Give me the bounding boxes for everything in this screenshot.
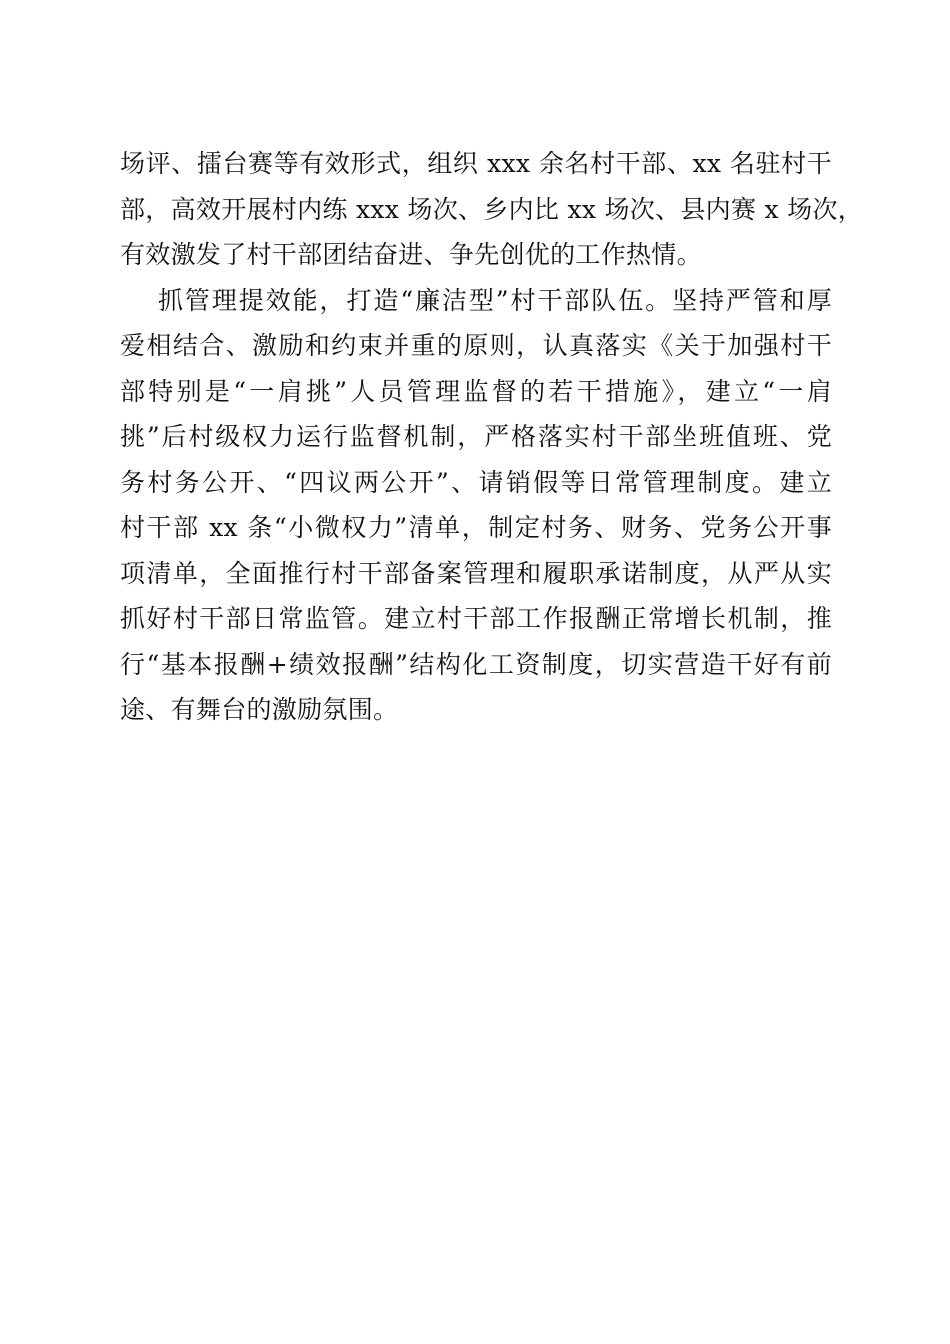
paragraph-2-line-8: 抓好村干部日常监管。建立村干部工作报酬正常增长机制，推 <box>120 604 832 633</box>
paragraph-2-line-10: 途、有舞台的激励氛围。 <box>120 695 399 724</box>
paragraph-2-line-2: 爱相结合、激励和约束并重的原则，认真落实《关于加强村干 <box>120 331 832 360</box>
paragraph-2-line-6: 村干部 xx 条“小微权力”清单，制定村务、财务、党务公开事 <box>120 513 832 542</box>
paragraph-1-line-3: 有效激发了村干部团结奋进、争先创优的工作热情。 <box>120 240 702 269</box>
paragraph-2-line-3: 部特别是“一肩挑”人员管理监督的若干措施》，建立“一肩 <box>120 376 832 406</box>
document-body <box>120 141 864 733</box>
paragraph-2-line-7: 项清单，全面推行村干部备案管理和履职承诺制度，从严从实 <box>120 558 832 588</box>
paragraph-1-line-1: 场评、擂台赛等有效形式，组织 xxx 余名村干部、xx 名驻村干 <box>120 149 832 178</box>
paragraph-2-line-5: 务村务公开、“四议两公开”、请销假等日常管理制度。建立 <box>120 467 832 497</box>
paragraph-1-line-2: 部，高效开展村内练 xxx 场次、乡内比 xx 场次、县内赛 x 场次， <box>120 194 864 224</box>
paragraph-2-line-9: 行“基本报酬+绩效报酬”结构化工资制度，切实营造干好有前 <box>120 649 832 679</box>
paragraph-2-line-4: 挑”后村级权力运行监督机制，严格落实村干部坐班值班、党 <box>120 422 832 451</box>
paragraph-2-line-1: 抓管理提效能，打造“廉洁型”村干部队伍。坚持严管和厚 <box>158 285 832 315</box>
